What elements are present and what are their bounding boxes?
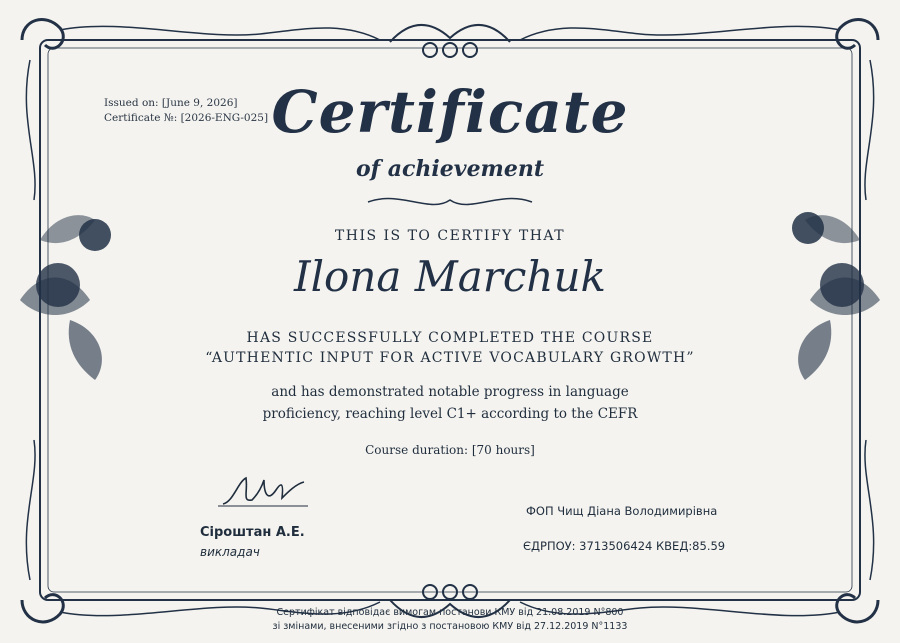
certificate-subtitle: of achievement	[355, 156, 544, 182]
course-line-1: HAS SUCCESSFULLY COMPLETED THE COURSE	[246, 330, 654, 346]
footer-line-2: зі змінами, внесеними згідно з постановою КМУ від 27.12.2019 N°1133	[272, 621, 628, 632]
handwritten-signature	[218, 472, 308, 512]
course-duration: Course duration: [70 hours]	[365, 443, 535, 457]
footer-line-1: Сертифікат відповідає вимогам постанови КМУ від 21.08.2019 N°800	[276, 607, 624, 618]
progress-line-1: and has demonstrated notable progress in language	[271, 384, 629, 400]
course-line-2: “AUTHENTIC INPUT FOR ACTIVE VOCABULARY GROWTH”	[205, 350, 695, 366]
signatory-role: викладач	[200, 545, 260, 559]
signatory-name: Сіроштан А.Е.	[200, 525, 305, 540]
organization-codes: ЄДРПОУ: 3713506424 КВЕД:85.59	[523, 539, 726, 553]
recipient-name: Ilona Marchuk	[294, 252, 606, 301]
certify-line: THIS IS TO CERTIFY THAT	[334, 228, 566, 244]
organization-name: ФОП Чищ Діана Володимирівна	[526, 504, 718, 518]
certificate-title: Certificate	[271, 78, 629, 146]
issued-on: Issued on: [June 9, 2026]	[104, 97, 238, 109]
progress-line-2: proficiency, reaching level C1+ according to the CEFR	[262, 406, 638, 422]
certificate-number: Certificate №: [2026-ENG-025]	[104, 112, 269, 124]
